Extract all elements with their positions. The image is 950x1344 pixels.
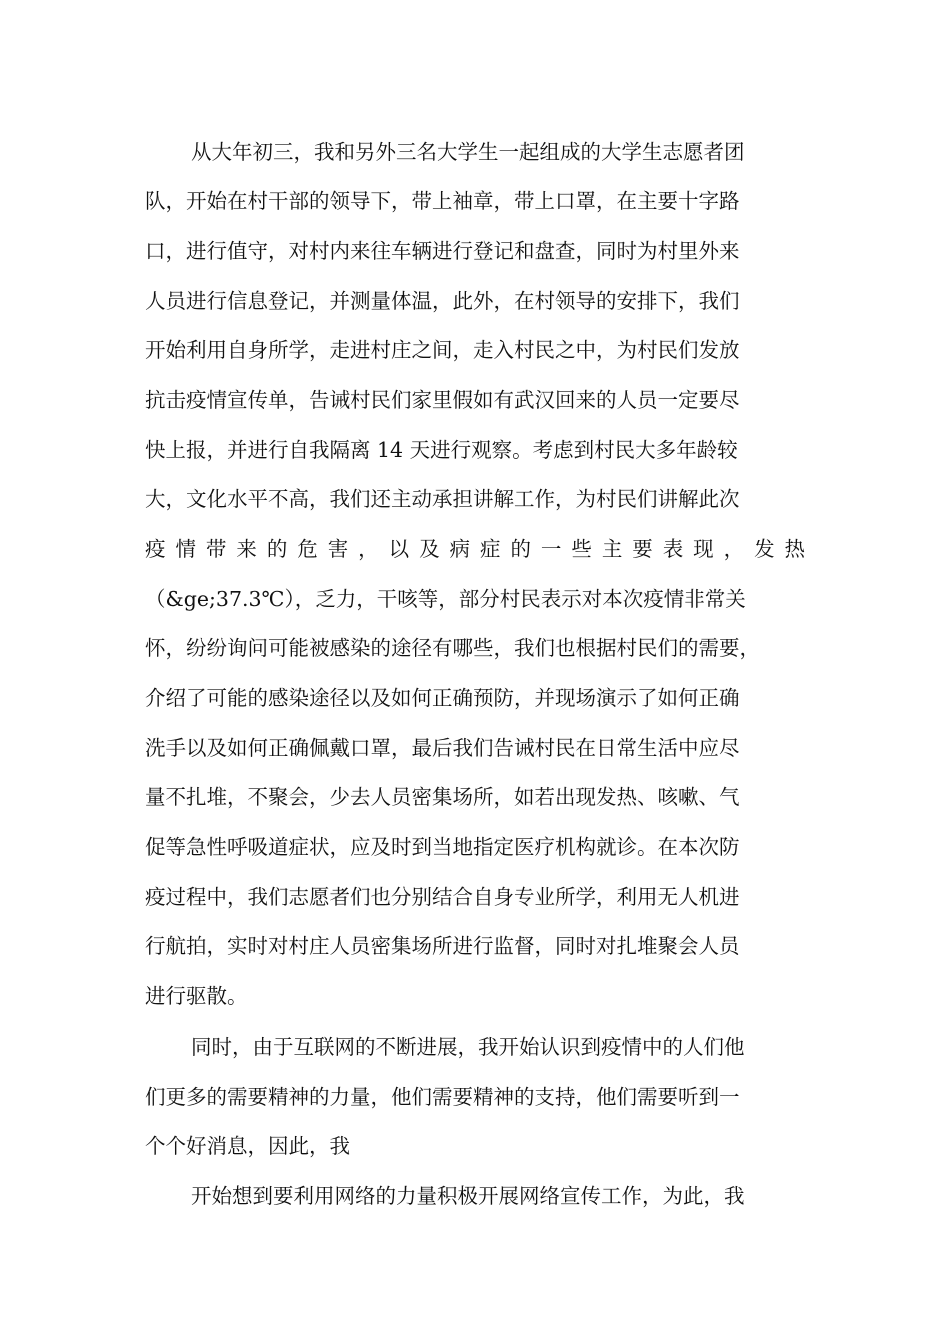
text-line: 抗击疫情宣传单，告诫村民们家里假如有武汉回来的人员一定要尽 — [145, 388, 740, 412]
text-line: 促等急性呼吸道症状，应及时到当地指定医疗机构就诊。在本次防 — [145, 835, 740, 859]
text-line: 行航拍，实时对村庄人员密集场所进行监督，同时对扎堆聚会人员 — [145, 934, 740, 958]
text-line: 同时，由于互联网的不断进展，我开始认识到疫情中的人们他 — [191, 1035, 745, 1059]
text-line: 口，进行值守，对村内来往车辆进行登记和盘查，同时为村里外来 — [145, 239, 740, 263]
text-line: 开始利用自身所学，走进村庄之间，走入村民之中，为村民们发放 — [145, 338, 740, 362]
text-line: 量不扎堆，不聚会，少去人员密集场所，如若出现发热、咳嗽、气 — [145, 785, 740, 809]
text-line: 疫情带来的危害，以及病症的一些主要表现，发热 — [145, 537, 815, 561]
text-line: 开始想到要利用网络的力量积极开展网络宣传工作，为此，我 — [191, 1184, 745, 1208]
text-line: 快上报，并进行自我隔离 14 天进行观察。考虑到村民大多年龄较 — [145, 438, 738, 462]
text-line: 洗手以及如何正确佩戴口罩，最后我们告诫村民在日常生活中应尽 — [145, 736, 740, 760]
text-line: 们更多的需要精神的力量，他们需要精神的支持，他们需要听到一 — [145, 1085, 740, 1109]
text-line: 队，开始在村干部的领导下，带上袖章，带上口罩，在主要十字路 — [145, 189, 740, 213]
text-line: 进行驱散。 — [145, 984, 248, 1008]
text-line: 大，文化水平不高，我们还主动承担讲解工作，为村民们讲解此次 — [145, 487, 740, 511]
text-line: 怀，纷纷询问可能被感染的途径有哪些，我们也根据村民们的需要， — [145, 636, 760, 660]
text-line: 疫过程中，我们志愿者们也分别结合自身专业所学，利用无人机进 — [145, 885, 740, 909]
text-line: 介绍了可能的感染途径以及如何正确预防，并现场演示了如何正确 — [145, 686, 740, 710]
text-line: 从大年初三，我和另外三名大学生一起组成的大学生志愿者团 — [191, 140, 745, 164]
text-line: 人员进行信息登记，并测量体温，此外，在村领导的安排下，我们 — [145, 289, 740, 313]
text-line: 个个好消息，因此，我 — [145, 1134, 350, 1158]
text-line: （&ge;37.3℃），乏力，干咳等，部分村民表示对本次疫情非常关 — [145, 587, 746, 611]
